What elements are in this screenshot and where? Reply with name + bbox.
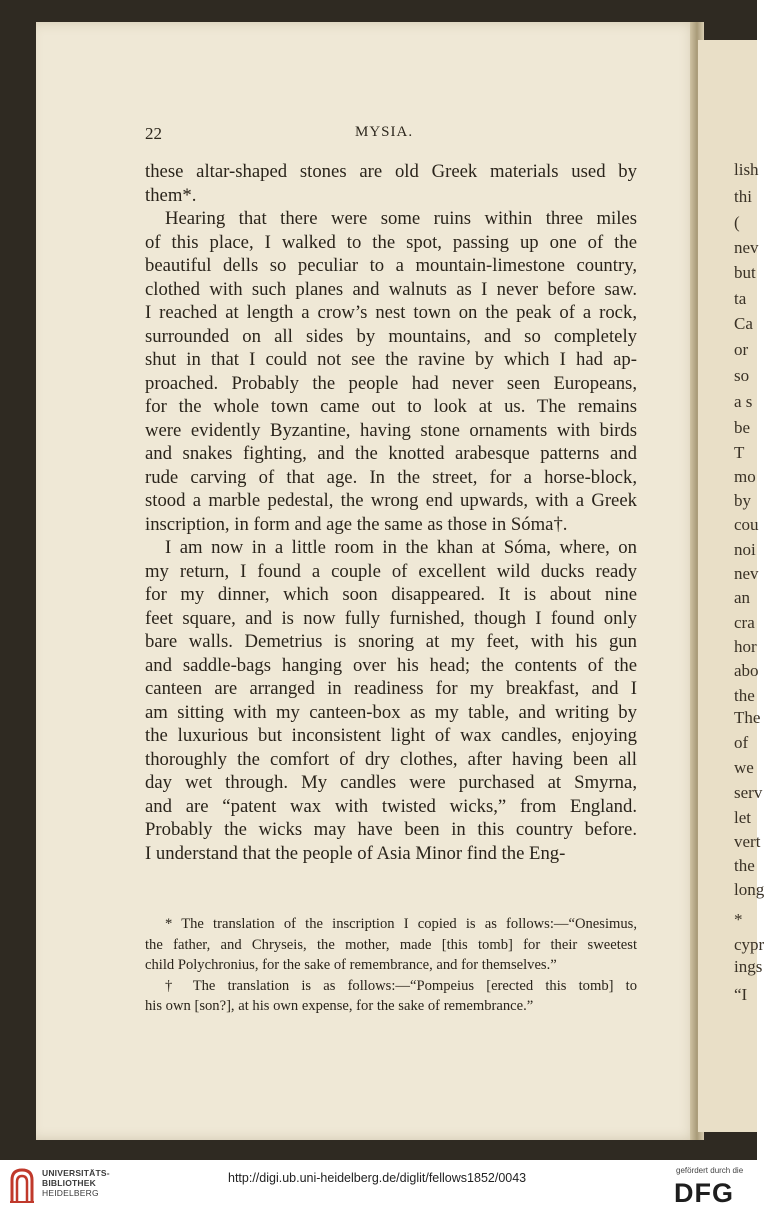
source-url-link[interactable]: http://digi.ub.uni-heidelberg.de/diglit/fellows1852/0043	[228, 1171, 527, 1185]
next-page-fragment: nev	[734, 238, 759, 257]
body-line: am sitting with my canteen-box as my table, and writing by	[145, 701, 637, 723]
next-page-fragment: T	[734, 443, 745, 462]
next-page-fragment: of	[734, 733, 749, 752]
next-page-edge	[698, 40, 764, 1132]
body-line: I am now in a little room in the khan at Sóma, where, on	[165, 537, 637, 558]
next-page-fragment: cypr	[734, 935, 764, 954]
body-line: I understand that the people of Asia Minor find the Eng-	[145, 842, 566, 864]
dfg-logo: DFG	[674, 1178, 734, 1208]
next-page-fragment: vert	[734, 832, 761, 851]
next-page-fragment: by	[734, 491, 751, 510]
body-line: surrounded on all sides by mountains, and so completely	[145, 325, 637, 347]
next-page-fragment: or	[734, 340, 749, 359]
next-page-fragment: thi	[734, 187, 752, 206]
next-page-fragment: *	[734, 910, 743, 929]
body-line: Hearing that there were some ruins within three miles	[165, 208, 637, 229]
next-page-fragment: a s	[734, 392, 753, 411]
body-line: inscription, in form and age the same as those in Sóma†.	[145, 513, 568, 535]
next-page-fragment: serv	[734, 783, 763, 802]
next-page-fragment: the	[734, 856, 755, 875]
body-line: my return, I found a couple of excellent wild ducks ready	[145, 560, 637, 582]
next-page-fragment: long	[734, 880, 764, 899]
next-page-fragment: so	[734, 366, 750, 385]
body-line: these altar-shaped stones are old Greek materials used by	[145, 161, 637, 182]
body-line: Probably the wicks may have been in this country before.	[145, 819, 637, 840]
body-line: them*.	[145, 184, 197, 206]
next-page-fragment: cra	[734, 613, 755, 632]
body-line: proached. Probably the people had never seen Europeans,	[145, 372, 637, 394]
footnote-line: † The translation is as follows:—“Pompeius [erected this tomb] to	[165, 977, 637, 994]
body-line: and saddle-bags hanging over his head; the contents of the	[145, 654, 637, 676]
next-page-fragment: be	[734, 418, 751, 437]
body-line: shut in that I could not see the ravine by which I had ap-	[145, 349, 637, 370]
body-line: feet square, and is now fully furnished, though I found only	[145, 607, 637, 629]
page-number: 22	[145, 124, 162, 143]
body-line: and snakes fighting, and the knotted arabesque patterns and	[145, 443, 637, 464]
next-page-fragment: cou	[734, 515, 759, 534]
body-line: day wet through. My candles were purchased at Smyrna,	[145, 772, 637, 793]
body-line: rude carving of that age. In the street, for a horse-block,	[145, 466, 637, 488]
next-page-fragment: let	[734, 808, 751, 827]
library-name-line3: HEIDELBERG	[42, 1188, 99, 1198]
footnote-line: the father, and Chryseis, the mother, made [this tomb] for their sweetest	[145, 936, 637, 953]
body-line: clothed with such planes and walnuts as I never before saw.	[145, 278, 637, 300]
body-line: I reached at length a crow’s nest town on the peak of a rock,	[145, 302, 637, 323]
next-page-fragment: abo	[734, 661, 759, 680]
viewer-footer	[0, 1160, 757, 1213]
footnote-line: his own [son?], at his own expense, for the sake of remembrance.”	[145, 998, 534, 1014]
running-title: MYSIA.	[355, 124, 414, 140]
next-page-fragment: mo	[734, 467, 756, 486]
body-line: stood a marble pedestal, the wrong end upwards, with a Greek	[145, 490, 637, 511]
footnote-line: child Polychronius, for the sake of remembrance, and for themselves.”	[145, 957, 557, 973]
body-line: for my dinner, which soon disappeared. It is about nine	[145, 584, 637, 605]
footnotes	[145, 914, 637, 1017]
next-page-fragment: Ca	[734, 314, 753, 333]
body-line: canteen are arranged in readiness for my breakfast, and I	[145, 678, 637, 699]
library-logo-icon	[8, 1166, 36, 1204]
next-page-fragment: the	[734, 686, 755, 705]
body-line: beautiful dells so peculiar to a mountain-limestone country,	[145, 255, 637, 276]
body-line: and are “patent wax with twisted wicks,” from England.	[145, 795, 637, 817]
next-page-fragment: The	[734, 708, 761, 727]
next-page-fragment: (	[734, 213, 740, 232]
next-page-fragment: ta	[734, 289, 747, 308]
next-page-fragment: but	[734, 263, 756, 282]
next-page-fragment: “I	[734, 985, 748, 1004]
next-page-fragment: we	[734, 758, 754, 777]
next-page-fragment: lish	[734, 160, 759, 179]
body-text	[145, 160, 637, 865]
body-line: thoroughly the comfort of dry clothes, after having been all	[145, 748, 637, 770]
library-name-line2: BIBLIOTHEK	[42, 1178, 96, 1188]
body-line: bare walls. Demetrius is snoring at my feet, with his gun	[145, 631, 637, 652]
body-line: of this place, I walked to the spot, passing up one of the	[145, 231, 637, 253]
next-page-fragment: hor	[734, 637, 757, 656]
body-line: were evidently Byzantine, having stone ornaments with birds	[145, 419, 637, 441]
body-line: for the whole town came out to look at us. The remains	[145, 396, 637, 417]
next-page-fragment: ings	[734, 957, 763, 976]
library-name-line1: UNIVERSITÄTS-	[42, 1168, 110, 1178]
funding-label: gefördert durch die	[676, 1166, 744, 1175]
next-page-fragment: noi	[734, 540, 756, 559]
footnote-line: * The translation of the inscription I copied is as follows:—“Onesimus,	[165, 916, 637, 932]
next-page-fragment: nev	[734, 564, 759, 583]
body-line: the luxurious but inconsistent light of wax candles, enjoying	[145, 725, 637, 746]
next-page-fragment: an	[734, 588, 751, 607]
